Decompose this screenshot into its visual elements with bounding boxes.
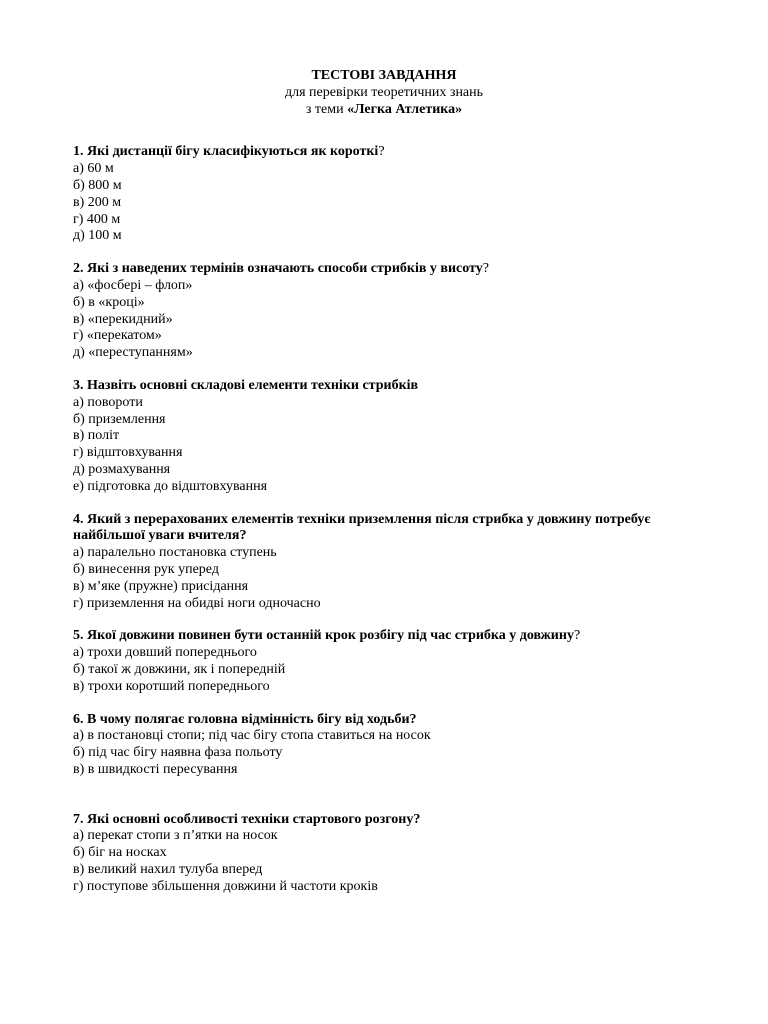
answer-options: [73, 728, 695, 778]
question-6: [73, 712, 695, 779]
document-topic: [73, 102, 695, 119]
answer-option: б) винесення рук уперед: [73, 561, 219, 577]
question-2: [73, 261, 695, 362]
answer-options: [73, 395, 695, 496]
answer-option: б) під час бігу наявна фаза польоту: [73, 745, 283, 761]
answer-option: г) поступове збільшення довжини й частоти кроків: [73, 878, 378, 894]
question-main: 4. Який з перерахованих елементів техніки приземлення після стрибка у довжину потребує найбільшої уваги вчителя?: [73, 511, 651, 544]
answer-option: г) «перекатом»: [73, 328, 162, 344]
answer-option: е) підготовка до відштовхування: [73, 478, 268, 494]
answer-option: г) 400 м: [73, 211, 121, 227]
answer-option: б) біг на носках: [73, 845, 167, 861]
answer-option: в) трохи коротший попереднього: [73, 678, 270, 694]
answer-option: а) в постановці стопи; під час бігу стопа ставиться на носок: [73, 728, 431, 744]
question-text: [73, 144, 695, 161]
answer-option: д) «переступанням»: [73, 345, 193, 361]
question-main: 6. В чому полягає головна відмінність бігу від ходьби?: [73, 711, 417, 727]
question-main: 5. Якої довжини повинен бути останній крок розбігу під час стрибка у довжину: [73, 628, 574, 644]
document-header: [73, 68, 695, 118]
answer-options: [73, 645, 695, 695]
answer-option: д) розмахування: [73, 461, 171, 477]
answer-options: [73, 278, 695, 362]
question-suffix: ?: [573, 628, 581, 644]
answer-option: в) в швидкості пересування: [73, 761, 238, 777]
question-1: [73, 144, 695, 245]
topic-prefix: з теми: [305, 101, 348, 117]
answer-options: [73, 161, 695, 245]
answer-options: [73, 828, 695, 895]
question-main: 7. Які основні особливості техніки стартового розгону?: [73, 811, 421, 827]
answer-option: в) політ: [73, 428, 120, 444]
answer-option: а) трохи довший попереднього: [73, 645, 257, 661]
document-title: ТЕСТОВІ ЗАВДАННЯ: [311, 68, 457, 83]
answer-option: б) приземлення: [73, 411, 166, 427]
answer-option: в) великий нахил тулуба вперед: [73, 862, 263, 878]
question-suffix: ?: [378, 144, 385, 160]
answer-option: д) 100 м: [73, 228, 122, 244]
topic-name: «Легка Атлетика»: [347, 101, 463, 117]
document-subtitle: для перевірки теоретичних знань: [284, 84, 484, 100]
question-text: [73, 512, 695, 546]
question-main: 1. Які дистанції бігу класифікуються як короткі: [73, 144, 379, 160]
answer-option: а) 60 м: [73, 161, 114, 177]
answer-option: в) 200 м: [73, 194, 122, 210]
answer-options: [73, 545, 695, 612]
answer-option: б) 800 м: [73, 177, 122, 193]
question-main: 3. Назвіть основні складові елементи техніки стрибків: [73, 377, 419, 393]
answer-option: б) такої ж довжини, як і попередній: [73, 661, 286, 677]
question-5: [73, 628, 695, 695]
question-main: 2. Які з наведених термінів означають способи стрибків у висоту: [73, 261, 483, 277]
question-3: [73, 378, 695, 496]
answer-option: б) в «кроці»: [73, 294, 145, 310]
answer-option: а) перекат стопи з п’ятки на носок: [73, 828, 278, 844]
answer-option: а) повороти: [73, 394, 143, 410]
answer-option: г) відштовхування: [73, 445, 183, 461]
question-text: [73, 812, 695, 829]
question-suffix: ?: [482, 261, 489, 277]
question-text: [73, 628, 695, 645]
document-page: [73, 68, 695, 912]
question-text: [73, 261, 695, 278]
question-7: [73, 812, 695, 896]
question-4: [73, 512, 695, 613]
answer-option: в) «перекидний»: [73, 311, 173, 327]
answer-option: а) паралельно постановка ступень: [73, 545, 277, 561]
question-text: [73, 378, 695, 395]
answer-option: в) м’яке (пружне) присідання: [73, 578, 249, 594]
question-text: [73, 712, 695, 729]
answer-option: г) приземлення на обидві ноги одночасно: [73, 595, 321, 611]
answer-option: а) «фосбері – флоп»: [73, 277, 193, 293]
